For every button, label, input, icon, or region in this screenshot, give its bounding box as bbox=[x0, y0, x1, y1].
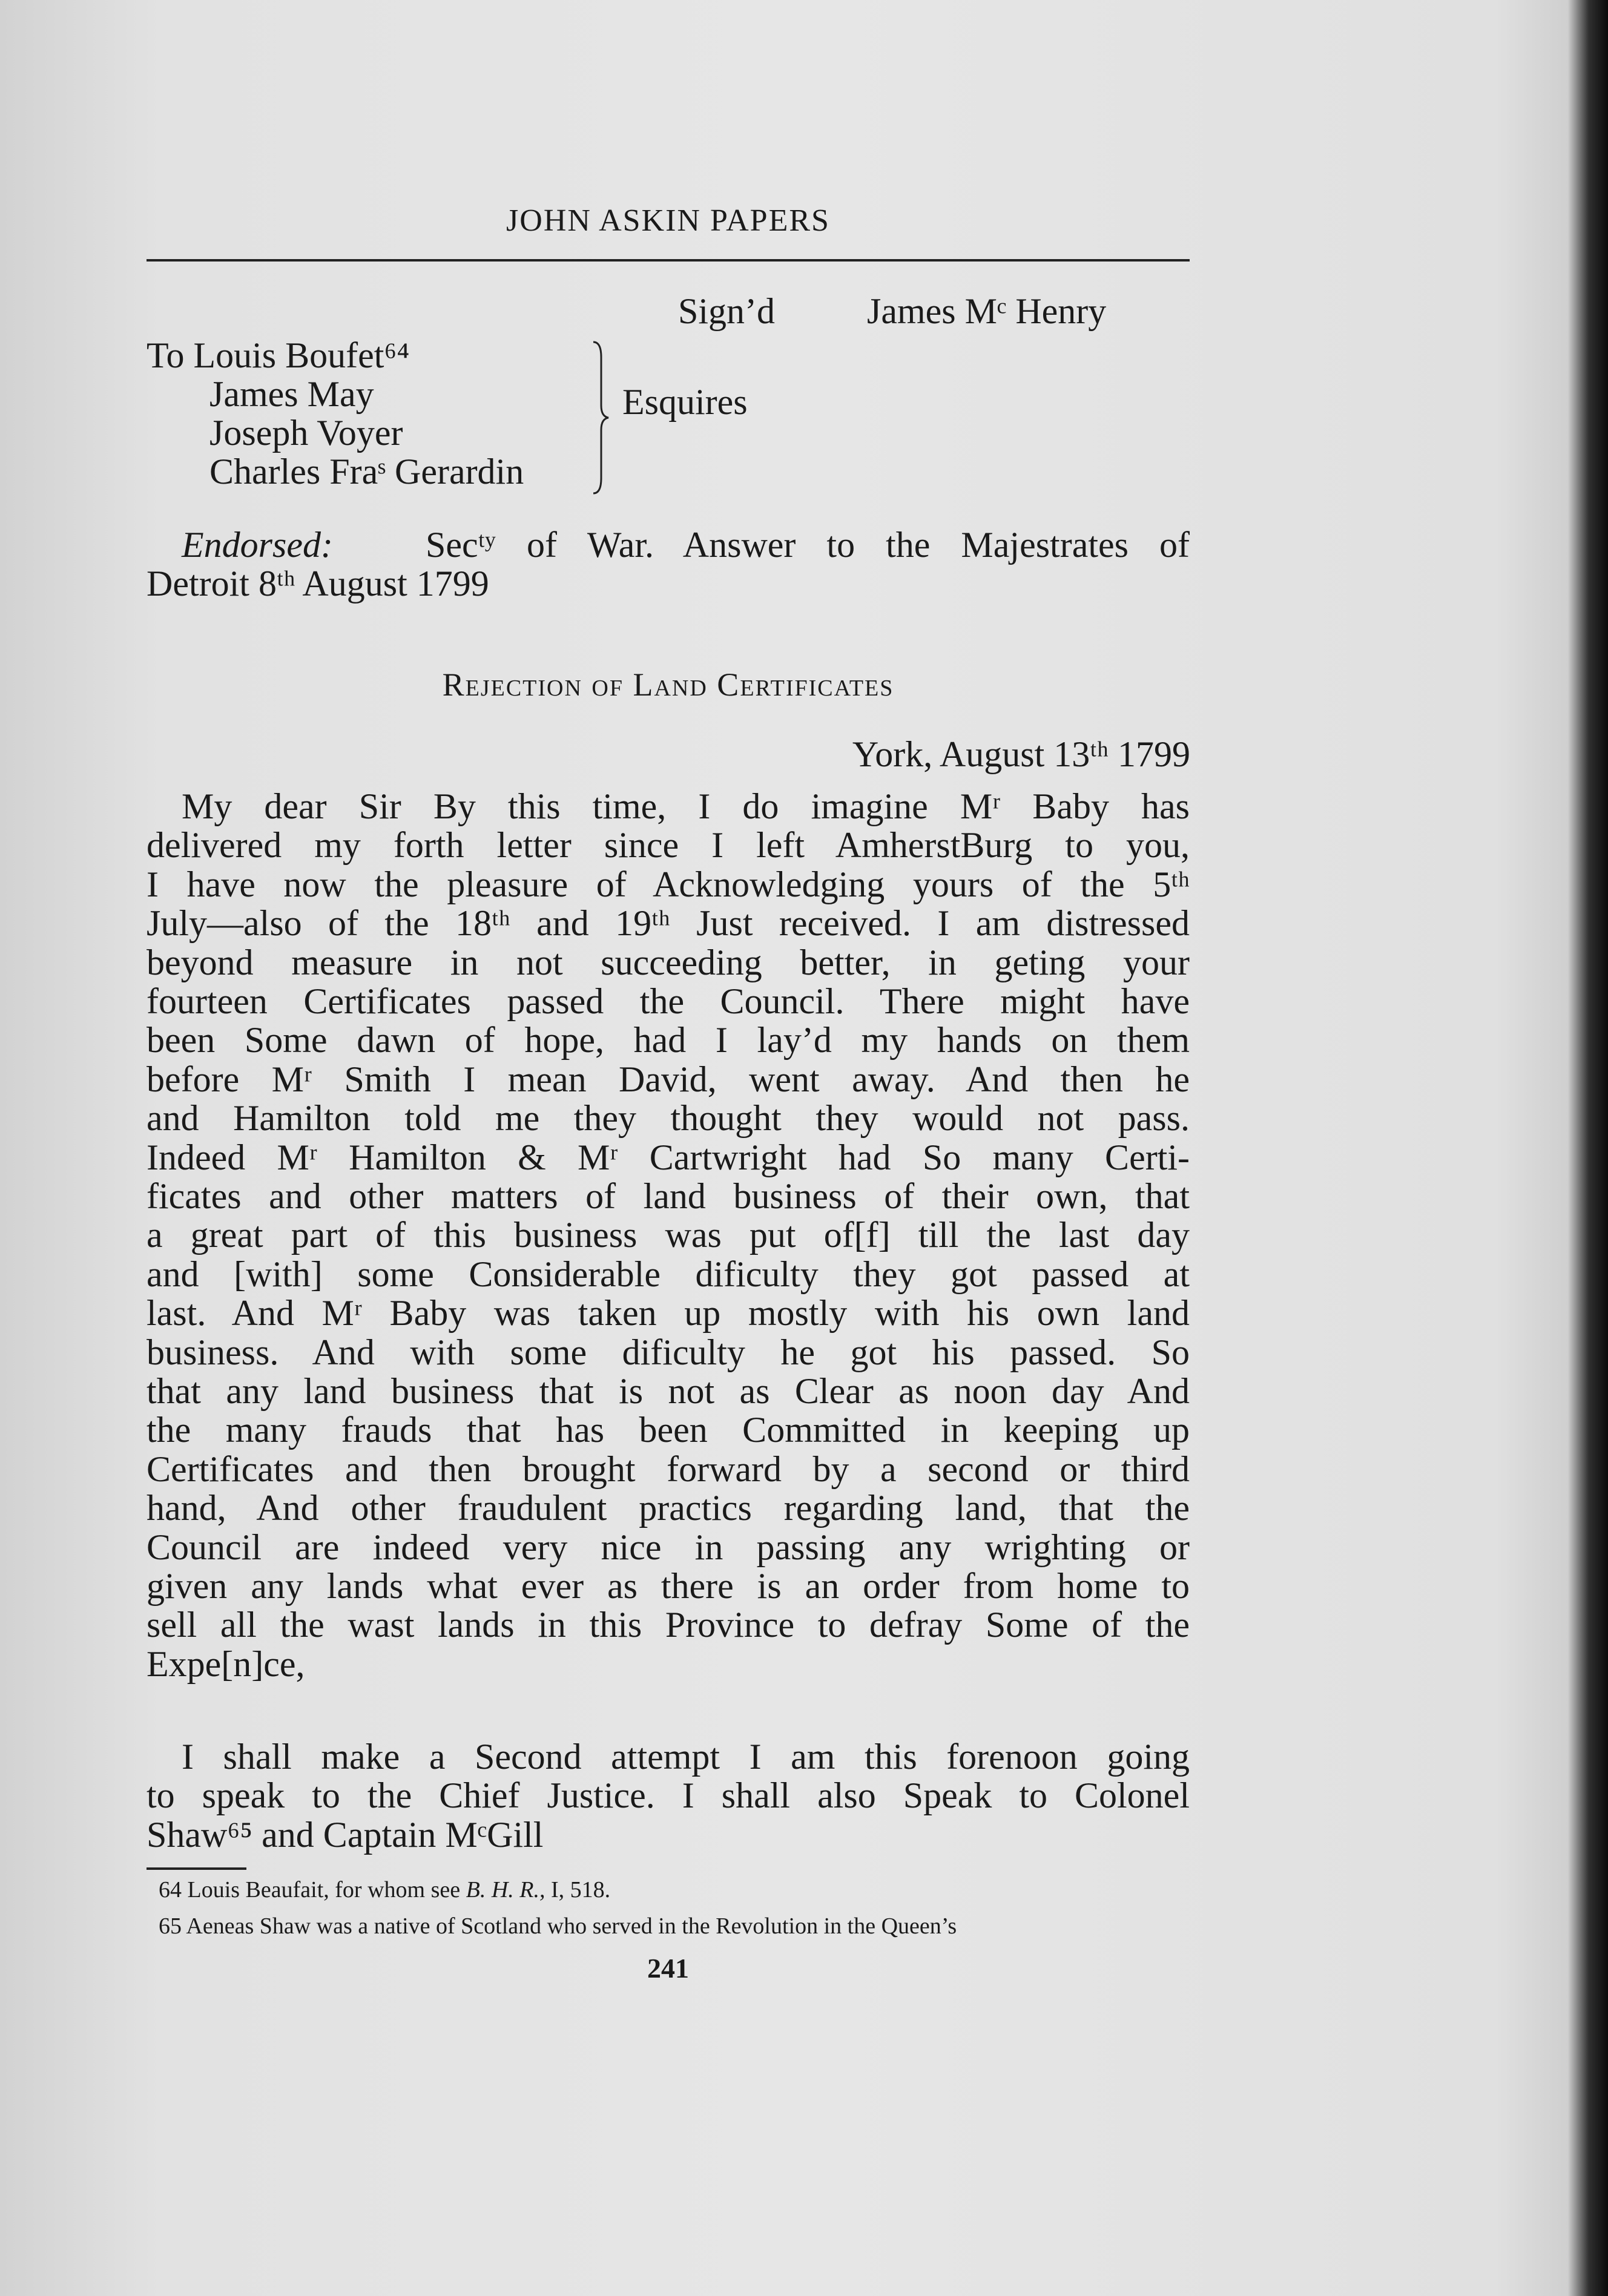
text-line: to speak to the Chief Justice. I shall also Speak to Colonel bbox=[147, 1775, 1190, 1816]
running-header: JOHN ASKIN PAPERS bbox=[506, 203, 830, 238]
footnote-number: 64 bbox=[159, 1877, 182, 1903]
footnote-text: Louis Beaufait, for whom see bbox=[187, 1877, 466, 1903]
addressee-title: Esquires bbox=[622, 382, 748, 422]
text-line: last. And Mʳ Baby was taken up mostly with his own land bbox=[147, 1293, 1190, 1334]
footnote-65 bbox=[159, 1913, 957, 1939]
text-line: given any lands what ever as there is an order from home to bbox=[147, 1566, 1190, 1606]
endorsement-line: Detroit 8ᵗʰ August 1799 bbox=[147, 564, 489, 604]
signatory-name: James Mᶜ Henry bbox=[867, 291, 1107, 331]
footnote-text: Aeneas Shaw was a native of Scotland who served in the Revolution in the Queen’s bbox=[186, 1913, 957, 1939]
dateline: York, August 13ᵗʰ 1799 bbox=[852, 734, 1190, 774]
footnote-citation: B. H. R., bbox=[466, 1877, 545, 1903]
addressee: Joseph Voyer bbox=[209, 413, 403, 453]
addressee: To Louis Boufet⁶⁴ bbox=[147, 335, 410, 375]
text-line: sell all the wast lands in this Province to defray Some of the bbox=[147, 1605, 1190, 1645]
text-line: Expe[n]ce, bbox=[147, 1643, 305, 1684]
text-line: business. And with some dificulty he got his passed. So bbox=[147, 1332, 1190, 1372]
text-line: hand, And other fraudulent practics regarding land, that the bbox=[147, 1488, 1190, 1528]
text-line: a great part of this business was put of[f] till the last day bbox=[147, 1215, 1190, 1255]
text-line: delivered my forth letter since I left AmherstBurg to you, bbox=[147, 825, 1190, 866]
page-number: 241 bbox=[647, 1953, 689, 1984]
endorsement-line bbox=[147, 525, 1190, 564]
footnote-rule bbox=[147, 1867, 246, 1870]
header-rule bbox=[147, 259, 1190, 262]
text-line: beyond measure in not succeeding better, in geting your bbox=[147, 942, 1190, 982]
text-line: that any land business that is not as Clear as noon day And bbox=[147, 1371, 1190, 1411]
text-line: and Hamilton told me they thought they would not pass. bbox=[147, 1098, 1190, 1139]
endorsement-text: Secᵗʸ of War. Answer to the Majestrates of bbox=[426, 525, 1190, 565]
text-line: before Mʳ Smith I mean David, went away. And then he bbox=[147, 1059, 1190, 1099]
footnote-text: I, 518. bbox=[545, 1877, 611, 1903]
text-line: the many frauds that has been Committed in keeping up bbox=[147, 1410, 1190, 1450]
text-line: Shaw⁶⁵ and Captain MᶜGill bbox=[147, 1814, 544, 1855]
section-title: Rejection of Land Certificates bbox=[442, 666, 894, 703]
text-line: been Some dawn of hope, had I lay’d my hands on them bbox=[147, 1020, 1190, 1061]
text-line: and [with] some Considerable dificulty they got passed at bbox=[147, 1254, 1190, 1294]
text-line: I shall make a Second attempt I am this forenoon going bbox=[182, 1737, 1190, 1777]
text-line: I have now the pleasure of Acknowledging yours of the 5ᵗʰ bbox=[147, 864, 1190, 904]
addressee-list bbox=[147, 336, 524, 491]
text-line: Council are indeed very nice in passing any wrighting or bbox=[147, 1527, 1190, 1567]
brace-icon bbox=[590, 339, 615, 496]
footnote-64 bbox=[159, 1877, 610, 1903]
text-line: Certificates and then brought forward by a second or third bbox=[147, 1449, 1190, 1489]
addressee: James May bbox=[209, 374, 374, 414]
text-line: ficates and other matters of land business of their own, that bbox=[147, 1176, 1190, 1216]
footnote-number: 65 bbox=[159, 1913, 182, 1939]
text-line: July—also of the 18ᵗʰ and 19ᵗʰ Just received. I am distressed bbox=[147, 903, 1190, 944]
endorsement-label: Endorsed: bbox=[182, 525, 333, 565]
text-line: fourteen Certificates passed the Council. There might have bbox=[147, 981, 1190, 1021]
addressee: Charles Fraˢ Gerardin bbox=[209, 452, 524, 492]
text-line: Indeed Mʳ Hamilton & Mʳ Cartwright had So many Certi- bbox=[147, 1137, 1190, 1177]
signed-label: Sign’d bbox=[678, 291, 776, 331]
text-line: My dear Sir By this time, I do imagine Mʳ Baby has bbox=[182, 786, 1190, 826]
